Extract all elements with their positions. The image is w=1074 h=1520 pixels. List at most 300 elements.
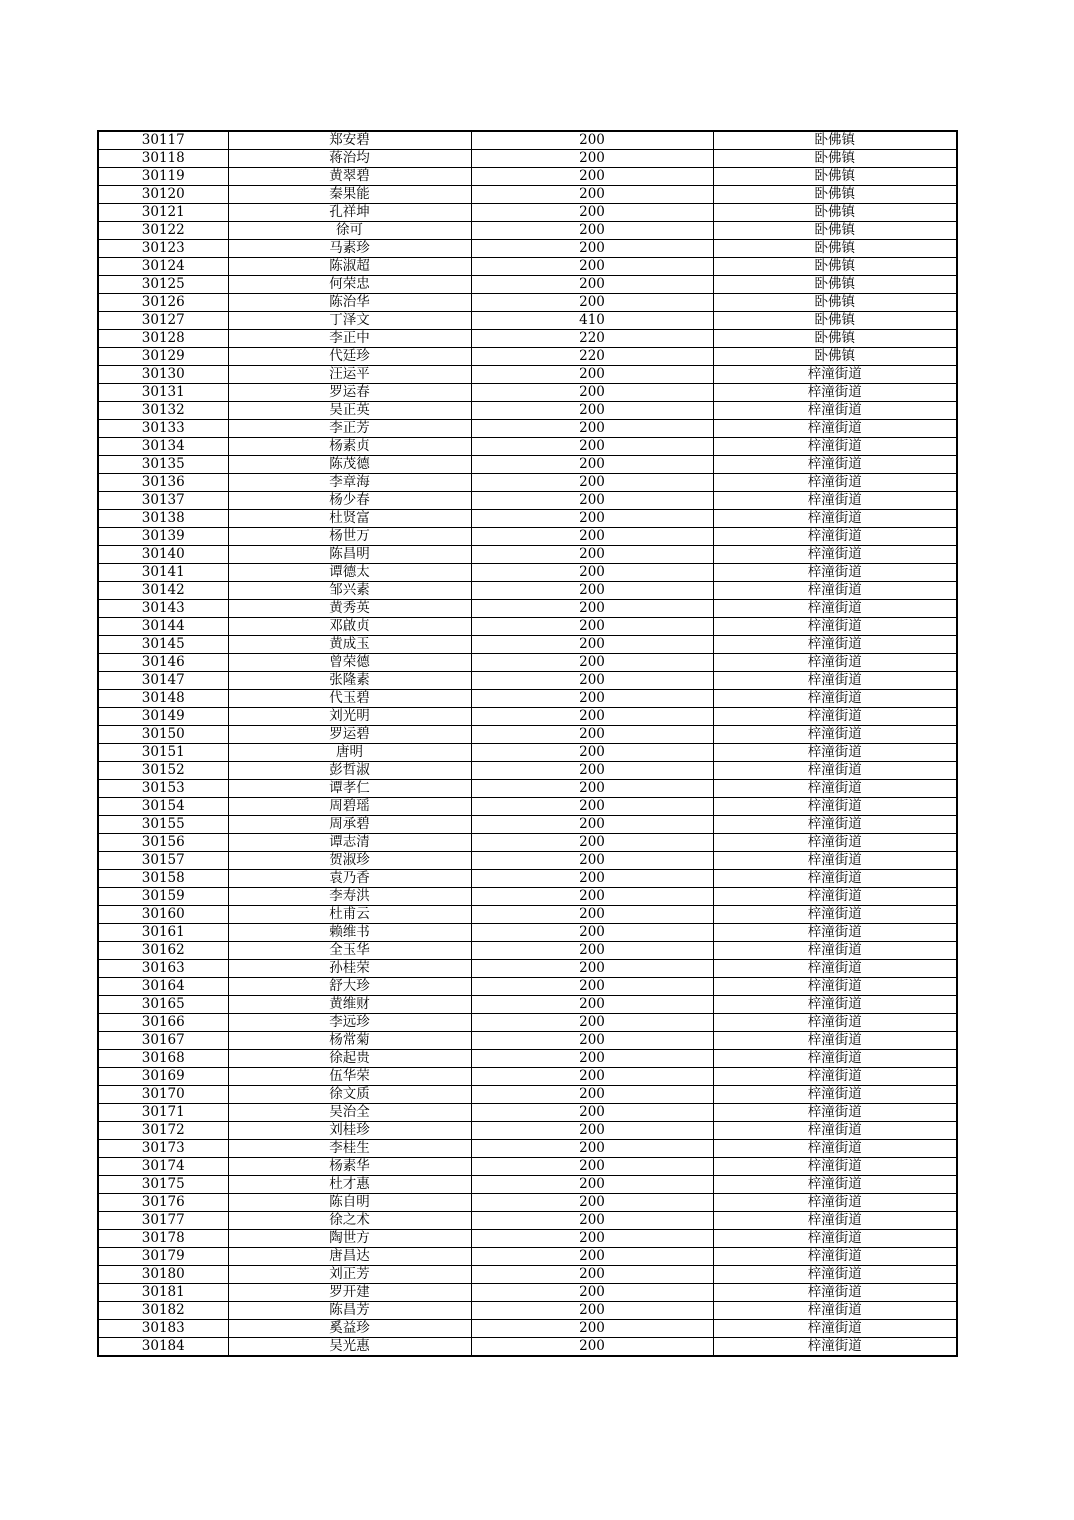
name-cell: 罗运碧: [228, 726, 471, 744]
amount-cell: 200: [471, 1212, 713, 1230]
township-cell: 梓潼街道: [713, 510, 957, 528]
amount-cell: 200: [471, 1284, 713, 1302]
township-cell: 梓潼街道: [713, 1230, 957, 1248]
id-cell: 30175: [98, 1176, 228, 1194]
township-cell: 梓潼街道: [713, 438, 957, 456]
id-cell: 30157: [98, 852, 228, 870]
amount-cell: 200: [471, 798, 713, 816]
township-cell: 梓潼街道: [713, 1014, 957, 1032]
id-cell: 30183: [98, 1320, 228, 1338]
name-cell: 李寿洪: [228, 888, 471, 906]
id-cell: 30123: [98, 240, 228, 258]
table-row: [98, 1050, 957, 1068]
name-cell: 奚益珍: [228, 1320, 471, 1338]
table-row: [98, 906, 957, 924]
id-cell: 30149: [98, 708, 228, 726]
table-row: [98, 1230, 957, 1248]
name-cell: 唐明: [228, 744, 471, 762]
table-row: [98, 402, 957, 420]
name-cell: 罗开建: [228, 1284, 471, 1302]
table-row: [98, 384, 957, 402]
name-cell: 孙桂荣: [228, 960, 471, 978]
id-cell: 30155: [98, 816, 228, 834]
id-cell: 30122: [98, 222, 228, 240]
table-row: [98, 222, 957, 240]
table-row: [98, 186, 957, 204]
name-cell: 刘光明: [228, 708, 471, 726]
id-cell: 30152: [98, 762, 228, 780]
table-row: [98, 1212, 957, 1230]
amount-cell: 200: [471, 942, 713, 960]
name-cell: 黄秀英: [228, 600, 471, 618]
amount-cell: 200: [471, 834, 713, 852]
name-cell: 谭孝仁: [228, 780, 471, 798]
amount-cell: 200: [471, 131, 713, 150]
table-row: [98, 618, 957, 636]
township-cell: 梓潼街道: [713, 780, 957, 798]
township-cell: 梓潼街道: [713, 564, 957, 582]
id-cell: 30135: [98, 456, 228, 474]
township-cell: 卧佛镇: [713, 330, 957, 348]
table-row: [98, 294, 957, 312]
amount-cell: 200: [471, 168, 713, 186]
name-cell: 黄维财: [228, 996, 471, 1014]
township-cell: 梓潼街道: [713, 960, 957, 978]
township-cell: 卧佛镇: [713, 348, 957, 366]
table-row: [98, 276, 957, 294]
name-cell: 谭志清: [228, 834, 471, 852]
roster-table: [97, 130, 958, 1357]
name-cell: 杨素华: [228, 1158, 471, 1176]
table-row: [98, 474, 957, 492]
id-cell: 30131: [98, 384, 228, 402]
township-cell: 卧佛镇: [713, 168, 957, 186]
id-cell: 30173: [98, 1140, 228, 1158]
township-cell: 梓潼街道: [713, 1086, 957, 1104]
township-cell: 梓潼街道: [713, 690, 957, 708]
amount-cell: 200: [471, 456, 713, 474]
table-row: [98, 564, 957, 582]
id-cell: 30137: [98, 492, 228, 510]
table-row: [98, 924, 957, 942]
name-cell: 徐起贵: [228, 1050, 471, 1068]
township-cell: 梓潼街道: [713, 546, 957, 564]
amount-cell: 200: [471, 924, 713, 942]
township-cell: 梓潼街道: [713, 618, 957, 636]
amount-cell: 200: [471, 888, 713, 906]
id-cell: 30181: [98, 1284, 228, 1302]
table-row: [98, 1158, 957, 1176]
name-cell: 杨常菊: [228, 1032, 471, 1050]
amount-cell: 200: [471, 852, 713, 870]
table-row: [98, 240, 957, 258]
name-cell: 周承碧: [228, 816, 471, 834]
id-cell: 30171: [98, 1104, 228, 1122]
table-row: [98, 1122, 957, 1140]
name-cell: 丁泽文: [228, 312, 471, 330]
township-cell: 卧佛镇: [713, 294, 957, 312]
name-cell: 赖维书: [228, 924, 471, 942]
id-cell: 30168: [98, 1050, 228, 1068]
name-cell: 黄成玉: [228, 636, 471, 654]
name-cell: 汪运平: [228, 366, 471, 384]
name-cell: 吴治全: [228, 1104, 471, 1122]
id-cell: 30156: [98, 834, 228, 852]
amount-cell: 200: [471, 204, 713, 222]
amount-cell: 200: [471, 870, 713, 888]
amount-cell: 200: [471, 708, 713, 726]
amount-cell: 200: [471, 978, 713, 996]
township-cell: 梓潼街道: [713, 600, 957, 618]
table-row: [98, 1014, 957, 1032]
name-cell: 周碧瑶: [228, 798, 471, 816]
id-cell: 30163: [98, 960, 228, 978]
amount-cell: 200: [471, 420, 713, 438]
name-cell: 蒋治均: [228, 150, 471, 168]
name-cell: 刘正芳: [228, 1266, 471, 1284]
township-cell: 梓潼街道: [713, 726, 957, 744]
township-cell: 梓潼街道: [713, 816, 957, 834]
id-cell: 30121: [98, 204, 228, 222]
id-cell: 30138: [98, 510, 228, 528]
table-row: [98, 312, 957, 330]
id-cell: 30125: [98, 276, 228, 294]
table-row: [98, 168, 957, 186]
township-cell: 梓潼街道: [713, 672, 957, 690]
table-row: [98, 636, 957, 654]
name-cell: 邓啟贞: [228, 618, 471, 636]
township-cell: 梓潼街道: [713, 582, 957, 600]
name-cell: 刘桂珍: [228, 1122, 471, 1140]
township-cell: 梓潼街道: [713, 978, 957, 996]
id-cell: 30133: [98, 420, 228, 438]
township-cell: 梓潼街道: [713, 1338, 957, 1357]
id-cell: 30117: [98, 131, 228, 150]
table-row: [98, 131, 957, 150]
table-row: [98, 960, 957, 978]
amount-cell: 410: [471, 312, 713, 330]
id-cell: 30141: [98, 564, 228, 582]
amount-cell: 200: [471, 726, 713, 744]
township-cell: 卧佛镇: [713, 258, 957, 276]
township-cell: 卧佛镇: [713, 240, 957, 258]
amount-cell: 200: [471, 690, 713, 708]
id-cell: 30182: [98, 1302, 228, 1320]
township-cell: 卧佛镇: [713, 222, 957, 240]
name-cell: 舒大珍: [228, 978, 471, 996]
amount-cell: 200: [471, 276, 713, 294]
table-row: [98, 366, 957, 384]
amount-cell: 200: [471, 636, 713, 654]
table-row: [98, 870, 957, 888]
table-row: [98, 546, 957, 564]
amount-cell: 200: [471, 384, 713, 402]
id-cell: 30145: [98, 636, 228, 654]
amount-cell: 200: [471, 600, 713, 618]
table-row: [98, 780, 957, 798]
name-cell: 张隆素: [228, 672, 471, 690]
table-row: [98, 1284, 957, 1302]
township-cell: 梓潼街道: [713, 384, 957, 402]
table-row: [98, 762, 957, 780]
id-cell: 30126: [98, 294, 228, 312]
township-cell: 卧佛镇: [713, 276, 957, 294]
amount-cell: 200: [471, 1050, 713, 1068]
table-row: [98, 582, 957, 600]
id-cell: 30128: [98, 330, 228, 348]
table-row: [98, 438, 957, 456]
table-row: [98, 1176, 957, 1194]
name-cell: 杜甫云: [228, 906, 471, 924]
table-row: [98, 744, 957, 762]
id-cell: 30139: [98, 528, 228, 546]
id-cell: 30166: [98, 1014, 228, 1032]
township-cell: 梓潼街道: [713, 1068, 957, 1086]
table-row: [98, 834, 957, 852]
table-row: [98, 420, 957, 438]
name-cell: 全玉华: [228, 942, 471, 960]
township-cell: 梓潼街道: [713, 888, 957, 906]
id-cell: 30153: [98, 780, 228, 798]
table-row: [98, 1140, 957, 1158]
township-cell: 梓潼街道: [713, 1194, 957, 1212]
amount-cell: 200: [471, 1104, 713, 1122]
table-row: [98, 726, 957, 744]
id-cell: 30176: [98, 1194, 228, 1212]
township-cell: 梓潼街道: [713, 1140, 957, 1158]
table-row: [98, 978, 957, 996]
table-row: [98, 1068, 957, 1086]
name-cell: 贺淑珍: [228, 852, 471, 870]
name-cell: 何荣忠: [228, 276, 471, 294]
amount-cell: 200: [471, 366, 713, 384]
id-cell: 30164: [98, 978, 228, 996]
id-cell: 30184: [98, 1338, 228, 1357]
name-cell: 李远珍: [228, 1014, 471, 1032]
township-cell: 梓潼街道: [713, 798, 957, 816]
township-cell: 卧佛镇: [713, 150, 957, 168]
id-cell: 30142: [98, 582, 228, 600]
amount-cell: 200: [471, 618, 713, 636]
township-cell: 梓潼街道: [713, 942, 957, 960]
township-cell: 梓潼街道: [713, 1266, 957, 1284]
amount-cell: 200: [471, 1176, 713, 1194]
amount-cell: 200: [471, 150, 713, 168]
roster-table-body: [98, 131, 957, 1356]
id-cell: 30119: [98, 168, 228, 186]
id-cell: 30144: [98, 618, 228, 636]
township-cell: 梓潼街道: [713, 1320, 957, 1338]
amount-cell: 200: [471, 1230, 713, 1248]
table-row: [98, 1338, 957, 1357]
amount-cell: 200: [471, 1068, 713, 1086]
township-cell: 卧佛镇: [713, 131, 957, 150]
name-cell: 杨少春: [228, 492, 471, 510]
amount-cell: 200: [471, 294, 713, 312]
id-cell: 30130: [98, 366, 228, 384]
name-cell: 代玉碧: [228, 690, 471, 708]
table-row: [98, 1320, 957, 1338]
amount-cell: 200: [471, 816, 713, 834]
id-cell: 30146: [98, 654, 228, 672]
township-cell: 梓潼街道: [713, 420, 957, 438]
id-cell: 30179: [98, 1248, 228, 1266]
amount-cell: 200: [471, 528, 713, 546]
name-cell: 代廷珍: [228, 348, 471, 366]
township-cell: 梓潼街道: [713, 1248, 957, 1266]
amount-cell: 200: [471, 546, 713, 564]
name-cell: 黄翠碧: [228, 168, 471, 186]
amount-cell: 200: [471, 1302, 713, 1320]
township-cell: 梓潼街道: [713, 1104, 957, 1122]
amount-cell: 200: [471, 1014, 713, 1032]
township-cell: 梓潼街道: [713, 708, 957, 726]
table-row: [98, 204, 957, 222]
name-cell: 吴正英: [228, 402, 471, 420]
name-cell: 李正中: [228, 330, 471, 348]
name-cell: 马素珍: [228, 240, 471, 258]
table-row: [98, 996, 957, 1014]
amount-cell: 200: [471, 654, 713, 672]
table-row: [98, 528, 957, 546]
table-row: [98, 1302, 957, 1320]
id-cell: 30160: [98, 906, 228, 924]
id-cell: 30161: [98, 924, 228, 942]
township-cell: 卧佛镇: [713, 186, 957, 204]
table-row: [98, 510, 957, 528]
name-cell: 陈茂德: [228, 456, 471, 474]
id-cell: 30124: [98, 258, 228, 276]
township-cell: 梓潼街道: [713, 402, 957, 420]
township-cell: 梓潼街道: [713, 366, 957, 384]
id-cell: 30178: [98, 1230, 228, 1248]
amount-cell: 200: [471, 1248, 713, 1266]
id-cell: 30143: [98, 600, 228, 618]
name-cell: 孔祥坤: [228, 204, 471, 222]
township-cell: 梓潼街道: [713, 636, 957, 654]
table-row: [98, 1032, 957, 1050]
amount-cell: 200: [471, 1194, 713, 1212]
township-cell: 梓潼街道: [713, 1122, 957, 1140]
township-cell: 梓潼街道: [713, 1032, 957, 1050]
amount-cell: 200: [471, 186, 713, 204]
name-cell: 罗运春: [228, 384, 471, 402]
id-cell: 30132: [98, 402, 228, 420]
amount-cell: 220: [471, 330, 713, 348]
amount-cell: 200: [471, 960, 713, 978]
amount-cell: 200: [471, 492, 713, 510]
name-cell: 秦果能: [228, 186, 471, 204]
name-cell: 杨素贞: [228, 438, 471, 456]
table-row: [98, 348, 957, 366]
township-cell: 梓潼街道: [713, 654, 957, 672]
table-row: [98, 1248, 957, 1266]
township-cell: 梓潼街道: [713, 1284, 957, 1302]
name-cell: 陈自明: [228, 1194, 471, 1212]
name-cell: 郑安碧: [228, 131, 471, 150]
amount-cell: 200: [471, 582, 713, 600]
amount-cell: 200: [471, 474, 713, 492]
township-cell: 卧佛镇: [713, 312, 957, 330]
table-row: [98, 600, 957, 618]
table-row: [98, 942, 957, 960]
amount-cell: 200: [471, 780, 713, 798]
name-cell: 陈治华: [228, 294, 471, 312]
id-cell: 30177: [98, 1212, 228, 1230]
amount-cell: 220: [471, 348, 713, 366]
table-row: [98, 672, 957, 690]
table-row: [98, 330, 957, 348]
amount-cell: 200: [471, 1122, 713, 1140]
amount-cell: 200: [471, 564, 713, 582]
table-row: [98, 852, 957, 870]
table-row: [98, 1266, 957, 1284]
id-cell: 30165: [98, 996, 228, 1014]
amount-cell: 200: [471, 1032, 713, 1050]
township-cell: 梓潼街道: [713, 528, 957, 546]
table-row: [98, 456, 957, 474]
id-cell: 30140: [98, 546, 228, 564]
township-cell: 梓潼街道: [713, 852, 957, 870]
id-cell: 30120: [98, 186, 228, 204]
id-cell: 30148: [98, 690, 228, 708]
name-cell: 李章海: [228, 474, 471, 492]
table-row: [98, 654, 957, 672]
name-cell: 谭德太: [228, 564, 471, 582]
table-row: [98, 1194, 957, 1212]
table-row: [98, 150, 957, 168]
table-row: [98, 258, 957, 276]
township-cell: 卧佛镇: [713, 204, 957, 222]
id-cell: 30136: [98, 474, 228, 492]
township-cell: 梓潼街道: [713, 1050, 957, 1068]
amount-cell: 200: [471, 996, 713, 1014]
table-row: [98, 1086, 957, 1104]
amount-cell: 200: [471, 222, 713, 240]
id-cell: 30172: [98, 1122, 228, 1140]
amount-cell: 200: [471, 402, 713, 420]
id-cell: 30170: [98, 1086, 228, 1104]
amount-cell: 200: [471, 1086, 713, 1104]
township-cell: 梓潼街道: [713, 474, 957, 492]
amount-cell: 200: [471, 1320, 713, 1338]
township-cell: 梓潼街道: [713, 762, 957, 780]
township-cell: 梓潼街道: [713, 834, 957, 852]
township-cell: 梓潼街道: [713, 924, 957, 942]
id-cell: 30147: [98, 672, 228, 690]
name-cell: 陈昌明: [228, 546, 471, 564]
id-cell: 30118: [98, 150, 228, 168]
amount-cell: 200: [471, 438, 713, 456]
township-cell: 梓潼街道: [713, 996, 957, 1014]
township-cell: 梓潼街道: [713, 1212, 957, 1230]
amount-cell: 200: [471, 906, 713, 924]
name-cell: 陈昌芳: [228, 1302, 471, 1320]
township-cell: 梓潼街道: [713, 870, 957, 888]
id-cell: 30158: [98, 870, 228, 888]
amount-cell: 200: [471, 510, 713, 528]
township-cell: 梓潼街道: [713, 1302, 957, 1320]
name-cell: 彭哲淑: [228, 762, 471, 780]
id-cell: 30169: [98, 1068, 228, 1086]
id-cell: 30129: [98, 348, 228, 366]
name-cell: 徐之术: [228, 1212, 471, 1230]
township-cell: 梓潼街道: [713, 456, 957, 474]
name-cell: 陶世方: [228, 1230, 471, 1248]
id-cell: 30150: [98, 726, 228, 744]
name-cell: 李正芳: [228, 420, 471, 438]
amount-cell: 200: [471, 762, 713, 780]
